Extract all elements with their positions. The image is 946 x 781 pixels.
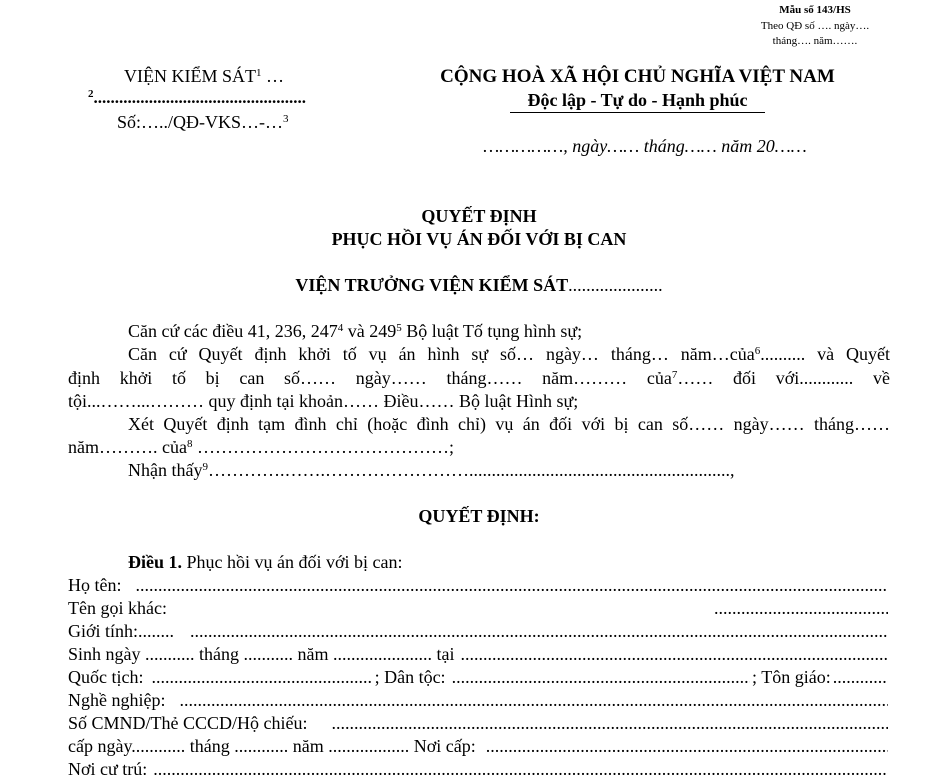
prosecution-decision-line1: Căn cứ Quyết định khởi tố vụ án hình sự số… ngày… tháng… năm…của$^6$.......... và Quyết <box>128 344 890 364</box>
document-title: QUYẾT ĐỊNH <box>421 206 537 226</box>
authority-line: VIỆN TRƯỞNG VIỆN KIỂM SÁT..................... <box>295 275 663 295</box>
field-gender[interactable]: Giới tính:........ ..... <box>68 621 890 642</box>
field-birth[interactable]: Sinh ngày ........... tháng ........... năm ...................... tại ..... <box>68 644 890 665</box>
decision-heading: QUYẾT ĐỊNH: <box>418 506 540 526</box>
field-full-name[interactable]: Họ tên: ..... <box>68 575 890 596</box>
document-subtitle: PHỤC HỒI VỤ ÁN ĐỐI VỚI BỊ CAN <box>331 229 627 249</box>
field-occupation[interactable]: Nghề nghiệp: ..... <box>68 690 890 711</box>
nation-motto: Độc lập - Tự do - Hạnh phúc <box>527 90 748 110</box>
field-nationality-ethnicity-religion[interactable]: Quốc tịch: ..... ; Dân tộc: ..... ; Tôn giáo: ..... <box>68 667 890 688</box>
prosecution-decision-line3: tội...……...……… quy định tại khoản…… Điều…… Bộ luật Hình sự; <box>68 391 579 411</box>
motto-underline <box>510 112 765 113</box>
field-id-issue[interactable]: cấp ngày............ tháng ............ năm .................. Nơi cấp: ..... <box>68 736 890 757</box>
agency-subunit: $^2$.................................................. <box>88 88 306 107</box>
field-alias[interactable]: Tên gọi khác: ..... <box>68 598 890 619</box>
suspension-decision-line1: Xét Quyết định tạm đình chỉ (hoặc đình chỉ) vụ án đối với bị can số…… ngày…… tháng…… <box>128 414 890 434</box>
form-reference-line1: Theo QĐ số …. ngày…. <box>760 20 870 32</box>
form-code: Mẫu số 143/HS <box>779 4 851 16</box>
field-id-number[interactable]: Số CMND/Thẻ CCCD/Hộ chiếu: ..... <box>68 713 890 734</box>
legal-basis-paragraph: Căn cứ các điều 41, 236, $247^4$ và $249^5$ Bộ luật Tố tụng hình sự; <box>128 321 583 341</box>
nation-title: CỘNG HOÀ XÃ HỘI CHỦ NGHĨA VIỆT NAM <box>440 66 835 87</box>
form-reference-line2: tháng…. năm……. <box>772 35 858 47</box>
document-number: Số:…../QĐ-VKS…-…$^3$ <box>117 112 289 132</box>
findings-line: Nhận thấy$^9$………….…….…………………….........................................................., <box>128 460 735 480</box>
article-1: Điều 1. Phục hồi vụ án đối với bị can: <box>128 552 403 572</box>
agency-name: VIỆN KIỂM SÁT$^1$ … <box>124 66 284 86</box>
field-residence[interactable]: Nơi cư trú: ..... <box>68 759 890 780</box>
issue-date-line: ……………, ngày…… tháng…… năm 20…… <box>483 136 807 156</box>
suspension-decision-line2: năm………. của$^8$ ……………………………………; <box>68 437 454 457</box>
prosecution-decision-line2: định khởi tố bị can số…… ngày…… tháng…… năm……… của$^7$…… đối với............ về <box>68 368 890 388</box>
